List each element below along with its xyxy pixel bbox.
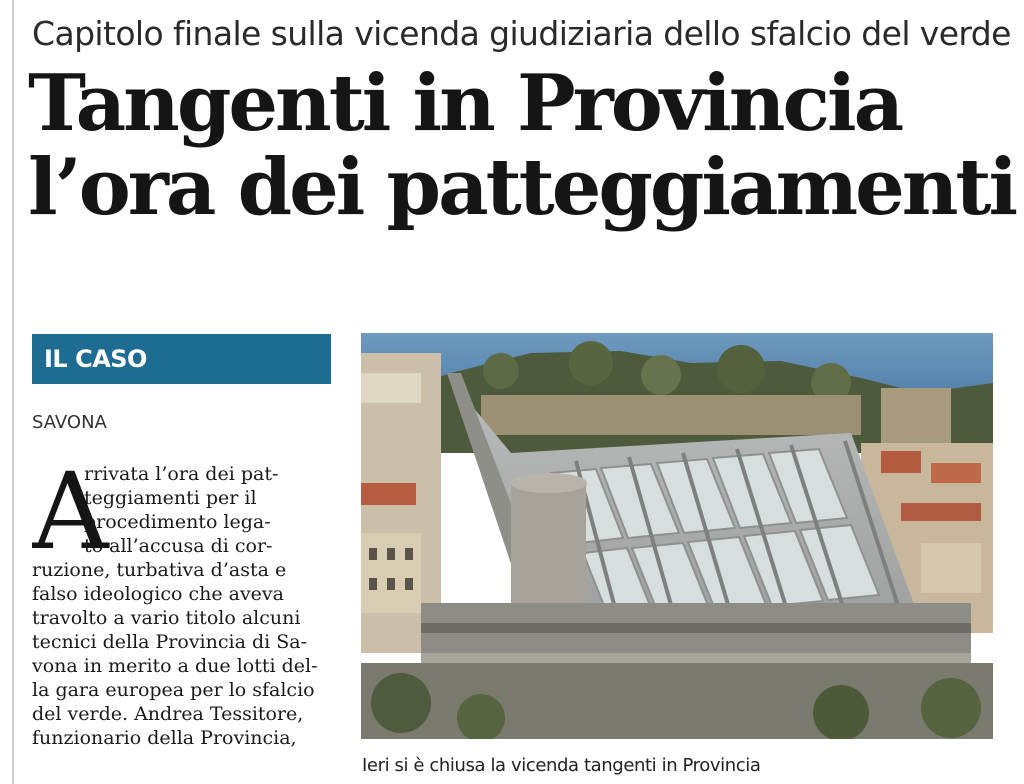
dateline: SAVONA [32,412,107,433]
article-line: tecnici della Provincia di Sa- [32,631,307,653]
article-line: ruzione, turbativa d’asta e [32,559,287,581]
section-label [32,334,331,384]
article-line: la gara europea per lo sfalcio [32,679,315,701]
article-line: travolto a vario titolo alcuni [32,607,301,629]
article-line: to all’accusa di cor- [84,535,273,557]
headline-line-2: l’ora dei patteggiamenti [28,142,1016,233]
headline-line-1: Tangenti in Provincia [28,58,902,149]
article-line: del verde. Andrea Tessitore, [32,703,304,725]
article-line: teggiamenti per il [84,487,257,509]
photo-caption: Ieri si è chiusa la vicenda tangenti in Provincia [362,755,761,776]
article-line: funzionario della Provincia, [32,727,297,749]
article-body [32,462,332,784]
kicker: Capitolo finale sulla vicenda giudiziaria dello sfalcio del verde [32,14,1011,53]
column-rule [12,0,14,784]
article-line: falso ideologico che aveva [32,583,284,605]
headline [28,58,1016,233]
article-line: procedimento lega- [84,511,271,533]
article-photo [361,333,993,739]
drop-cap: A [32,462,109,573]
article-line: rrivata l’ora dei pat- [84,463,279,485]
article-line: vona in merito a due lotti del- [32,655,318,677]
section-label-text: IL CASO [44,345,147,373]
